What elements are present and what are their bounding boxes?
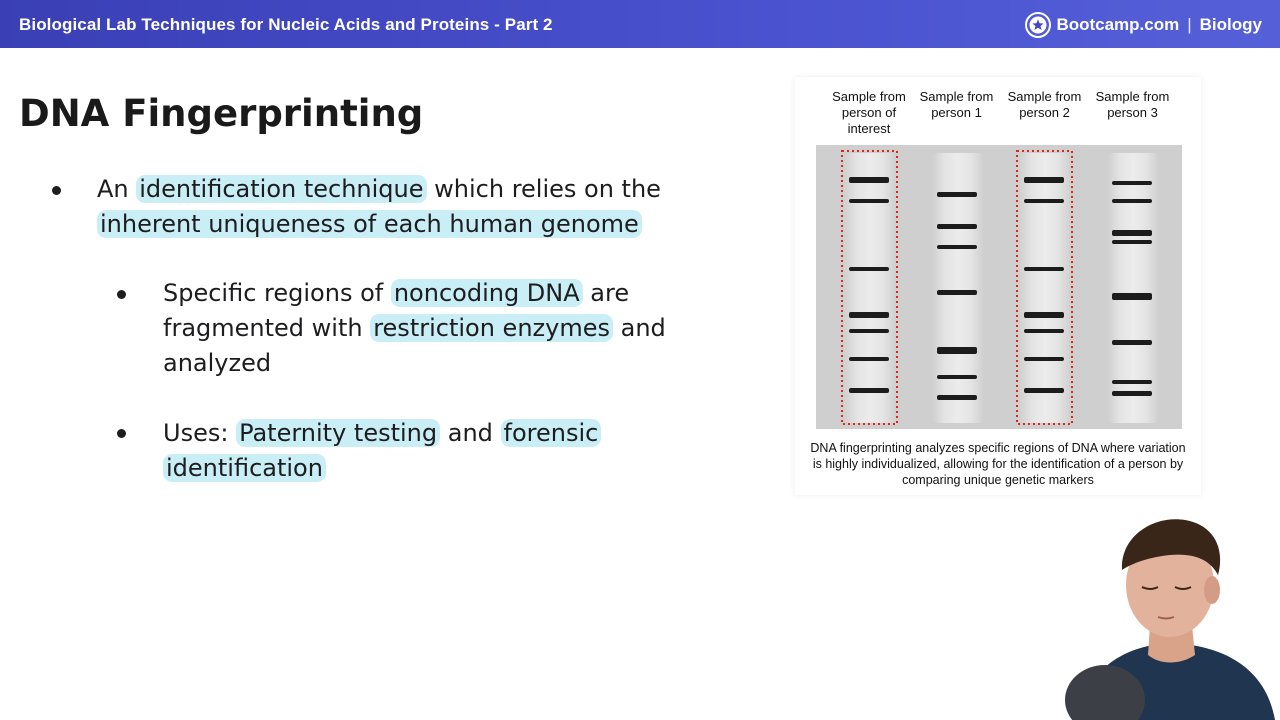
- brand-separator: |: [1187, 15, 1192, 34]
- bullet-3-text-2: and: [440, 419, 501, 447]
- bullet-dot-3: [117, 429, 126, 438]
- lane-label-person-3: Sample from person 3: [1095, 89, 1170, 120]
- figure-caption: DNA fingerprinting analyzes specific regions of DNA where variation is highly individualized, allowing for the identification of a person by comparing unique genetic markers: [810, 441, 1186, 487]
- bullet-3-highlight-2: forensic identification: [163, 419, 601, 482]
- brand[interactable]: [1025, 11, 1262, 39]
- gel-figure: [795, 77, 1201, 495]
- bullet-dot-1: [52, 186, 61, 195]
- lane-label-person-2: Sample from person 2: [1007, 89, 1082, 120]
- bullet-2-highlight-1: noncoding DNA: [391, 279, 583, 307]
- bullet-1: [97, 172, 737, 242]
- slide-title: DNA Fingerprinting: [19, 92, 424, 135]
- bullet-2-text-3: and analyzed: [163, 314, 666, 377]
- course-title: Biological Lab Techniques for Nucleic Acids and Proteins - Part 2: [19, 15, 553, 34]
- bullet-3-highlight-1: Paternity testing: [236, 419, 440, 447]
- bullet-1-highlight-1: identification technique: [136, 175, 426, 203]
- bullet-dot-2: [117, 290, 126, 299]
- gel-lane-interest: [844, 153, 896, 423]
- gel-image: [816, 145, 1182, 429]
- bullet-3: [163, 416, 643, 486]
- bullet-2-text-1: Specific regions of: [163, 279, 391, 307]
- top-bar: [0, 0, 1280, 48]
- bullet-2-text-2: are fragmented with: [163, 279, 630, 342]
- bullet-1-highlight-2: inherent uniqueness of each human genome: [97, 210, 642, 238]
- bootcamp-star-logo-icon: [1025, 12, 1051, 38]
- bullet-2-highlight-2: restriction enzymes: [370, 314, 613, 342]
- lane-label-person-1: Sample from person 1: [919, 89, 994, 120]
- bullet-2: [163, 276, 723, 381]
- lane-label-interest: Sample from person of interest: [832, 89, 906, 136]
- bullet-1-text-2: which relies on the: [426, 175, 661, 203]
- presenter-video: [1060, 515, 1280, 720]
- bullet-3-text-1: Uses:: [163, 419, 237, 447]
- brand-subject: Biology: [1199, 15, 1262, 34]
- gel-lane-person-2: [1019, 153, 1071, 423]
- bullet-1-text-1: An: [97, 175, 137, 203]
- brand-name: Bootcamp.com: [1056, 15, 1180, 34]
